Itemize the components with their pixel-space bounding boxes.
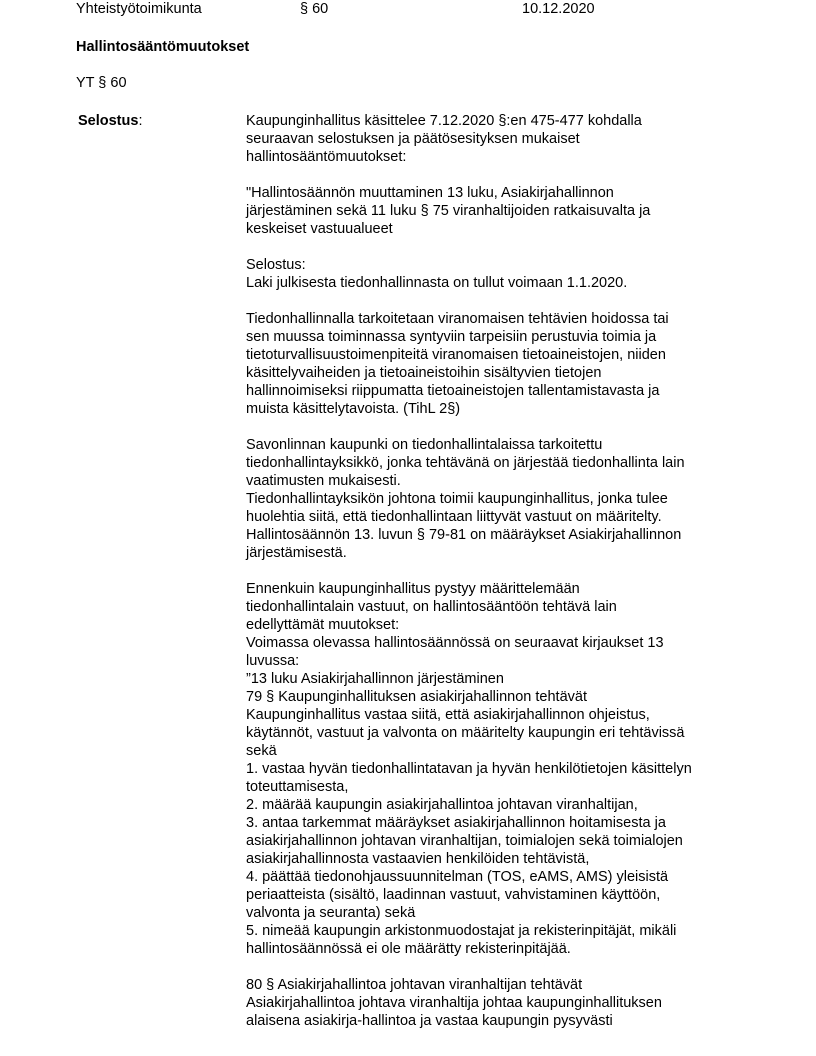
text-line: tiedonhallintalain vastuut, on hallintosääntöön tehtävä lain bbox=[246, 599, 617, 615]
header-body-name: Yhteistyötoimikunta bbox=[76, 1, 202, 17]
header-date: 10.12.2020 bbox=[522, 1, 595, 17]
text-line: Hallintosäännön 13. luvun § 79-81 on määräykset Asiakirjahallinnon bbox=[246, 527, 682, 543]
text-line: Voimassa olevassa hallintosäännössä on seuraavat kirjaukset 13 bbox=[246, 635, 664, 651]
text-line: 4. päättää tiedonohjaussuunnitelman (TOS, eAMS, AMS) yleisistä bbox=[246, 869, 669, 885]
text-line: Asiakirjahallintoa johtava viranhaltija johtaa kaupunginhallituksen bbox=[246, 995, 662, 1011]
text-line: Savonlinnan kaupunki on tiedonhallintalaissa tarkoitettu bbox=[246, 437, 603, 453]
paragraph bbox=[246, 256, 746, 292]
text-line: alaisena asiakirja-hallintoa ja vastaa kaupungin pysyvästi bbox=[246, 1013, 613, 1029]
text-line: Ennenkuin kaupunginhallitus pystyy määrittelemään bbox=[246, 581, 580, 597]
text-line: hallintosäännössä ei ole määrätty rekisterinpitäjää. bbox=[246, 941, 571, 957]
text-line: käytännöt, vastuut ja valvonta on määritelty kaupungin eri tehtävissä bbox=[246, 725, 685, 741]
text-line: toteuttamisesta, bbox=[246, 779, 349, 795]
paragraph bbox=[246, 184, 746, 238]
text-line: periaatteista (sisältö, laadinnan vastuut, vahvistaminen käyttöön, bbox=[246, 887, 661, 903]
text-line: tiedonhallintayksikkö, jonka tehtävänä on järjestää tiedonhallinta lain bbox=[246, 455, 685, 471]
section-label-colon: : bbox=[138, 113, 143, 129]
text-line: huolehtia siitä, että tiedonhallintaan liittyvät vastuut on määritelty. bbox=[246, 509, 662, 525]
paragraph bbox=[246, 580, 746, 958]
text-line: luvussa: bbox=[246, 653, 300, 669]
text-line: Tiedonhallintayksikön johtona toimii kaupunginhallitus, jonka tulee bbox=[246, 491, 668, 507]
text-line: 80 § Asiakirjahallintoa johtavan viranhaltijan tehtävät bbox=[246, 977, 583, 993]
paragraph bbox=[246, 112, 746, 166]
text-line: Selostus: bbox=[246, 257, 306, 273]
text-line: Kaupunginhallitus vastaa siitä, että asiakirjahallinnon ohjeistus, bbox=[246, 707, 650, 723]
text-line: 79 § Kaupunginhallituksen asiakirjahallinnon tehtävät bbox=[246, 689, 587, 705]
text-line: järjestämisestä. bbox=[246, 545, 347, 561]
paragraph bbox=[246, 310, 746, 418]
text-line: tietoturvallisuustoimenpiteitä viranomaisen tietoaineistojen, niiden bbox=[246, 347, 666, 363]
document-title: Hallintosääntömuutokset bbox=[76, 39, 250, 55]
text-line: Tiedonhallinnalla tarkoitetaan viranomaisen tehtävien hoidossa tai bbox=[246, 311, 669, 327]
paragraph bbox=[246, 436, 746, 562]
text-line: asiakirjahallinnosta vastaavien henkilöiden tehtävistä, bbox=[246, 851, 590, 867]
text-line: 5. nimeää kaupungin arkistonmuodostajat ja rekisterinpitäjät, mikäli bbox=[246, 923, 677, 939]
text-line: "Hallintosäännön muuttaminen 13 luku, Asiakirjahallinnon bbox=[246, 185, 614, 201]
text-line: hallinnoimiseksi riippumatta tietoaineistojen tallentamistavasta ja bbox=[246, 383, 660, 399]
header-section-number: § 60 bbox=[300, 1, 329, 17]
text-line: 1. vastaa hyvän tiedonhallintatavan ja hyvän henkilötietojen käsittelyn bbox=[246, 761, 692, 777]
text-line: ”13 luku Asiakirjahallinnon järjestäminen bbox=[246, 671, 504, 687]
body-text bbox=[246, 112, 746, 1048]
text-line: käsittelyvaiheiden ja tietoaineistoihin sisältyvien tietojen bbox=[246, 365, 602, 381]
text-line: muista käsittelytavoista. (TihL 2§) bbox=[246, 401, 461, 417]
text-line: seuraavan selostuksen ja päätösesityksen mukaiset bbox=[246, 131, 580, 147]
section-label bbox=[78, 112, 142, 130]
text-line: hallintosääntömuutokset: bbox=[246, 149, 407, 165]
paragraph bbox=[246, 976, 746, 1030]
text-line: järjestäminen sekä 11 luku § 75 viranhaltijoiden ratkaisuvalta ja bbox=[246, 203, 651, 219]
text-line: vaatimusten mukaisesti. bbox=[246, 473, 401, 489]
text-line: edellyttämät muutokset: bbox=[246, 617, 400, 633]
text-line: Kaupunginhallitus käsittelee 7.12.2020 §:en 475-477 kohdalla bbox=[246, 113, 642, 129]
section-reference: YT § 60 bbox=[76, 75, 127, 91]
text-line: asiakirjahallinnon johtavan viranhaltijan, toimialojen sekä toimialojen bbox=[246, 833, 683, 849]
text-line: keskeiset vastuualueet bbox=[246, 221, 393, 237]
section-label-text: Selostus bbox=[78, 113, 139, 129]
text-line: sen muussa toiminnassa syntyviin tarpeisiin perustuvia toimia ja bbox=[246, 329, 657, 345]
text-line: 2. määrää kaupungin asiakirjahallintoa johtavan viranhaltijan, bbox=[246, 797, 638, 813]
text-line: Laki julkisesta tiedonhallinnasta on tullut voimaan 1.1.2020. bbox=[246, 275, 628, 291]
text-line: 3. antaa tarkemmat määräykset asiakirjahallinnon hoitamisesta ja bbox=[246, 815, 666, 831]
text-line: valvonta ja seuranta) sekä bbox=[246, 905, 416, 921]
text-line: sekä bbox=[246, 743, 277, 759]
